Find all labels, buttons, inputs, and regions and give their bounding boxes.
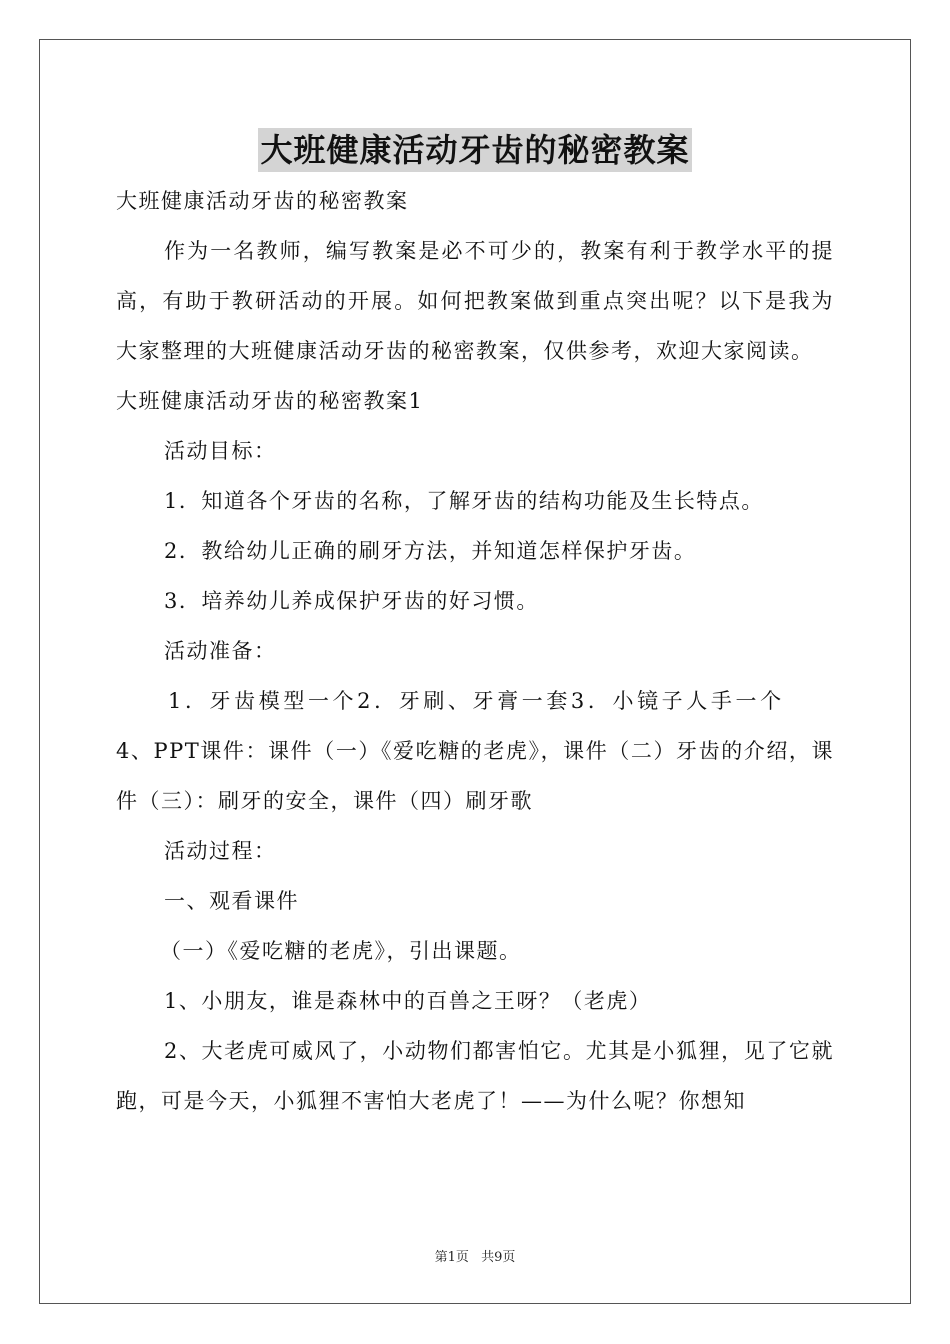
prep-item: 1．牙齿模型一个2．牙刷、牙膏一套3．小镜子人手一个 bbox=[168, 689, 785, 713]
goal-item: 3．培养幼儿养成保护牙齿的好习惯。 bbox=[164, 589, 539, 613]
document-title: 大班健康活动牙齿的秘密教案 bbox=[258, 128, 691, 172]
question-item: 1、小朋友，谁是森林中的百兽之王呀？（老虎） bbox=[164, 989, 652, 1013]
page-total: 共9页 bbox=[481, 1250, 516, 1265]
prep-item: 4、PPT课件：课件（一）《爱吃糖的老虎》，课件（二）牙齿的介绍，课件（三）：刷牙的安全，课件（四）刷牙歌 bbox=[116, 739, 834, 813]
page-footer bbox=[0, 1246, 950, 1265]
intro-paragraph: 作为一名教师，编写教案是必不可少的，教案有利于教学水平的提高，有助于教研活动的开展。如何把教案做到重点突出呢？以下是我为大家整理的大班健康活动牙齿的秘密教案，仅供参考，欢迎大家阅读。 bbox=[116, 239, 834, 363]
question-item: 2、大老虎可威风了，小动物们都害怕它。尤其是小狐狸，见了它就跑，可是今天，小狐狸不害怕大老虎了！——为什么呢？你想知 bbox=[116, 1039, 834, 1113]
section-heading: 大班健康活动牙齿的秘密教案1 bbox=[116, 389, 424, 413]
document-body bbox=[116, 176, 834, 1126]
goal-item: 1．知道各个牙齿的名称，了解牙齿的结构功能及生长特点。 bbox=[164, 489, 764, 513]
goals-label: 活动目标： bbox=[164, 439, 277, 463]
subtitle: 大班健康活动牙齿的秘密教案 bbox=[116, 189, 409, 213]
page-number: 第1页 bbox=[434, 1250, 469, 1265]
process-label: 活动过程： bbox=[164, 839, 277, 863]
title-container bbox=[0, 128, 950, 172]
goal-item: 2．教给幼儿正确的刷牙方法，并知道怎样保护牙齿。 bbox=[164, 539, 697, 563]
step-subheading: （一）《爱吃糖的老虎》，引出课题。 bbox=[160, 939, 522, 963]
prep-label: 活动准备： bbox=[164, 639, 277, 663]
step-heading: 一、观看课件 bbox=[164, 889, 299, 913]
